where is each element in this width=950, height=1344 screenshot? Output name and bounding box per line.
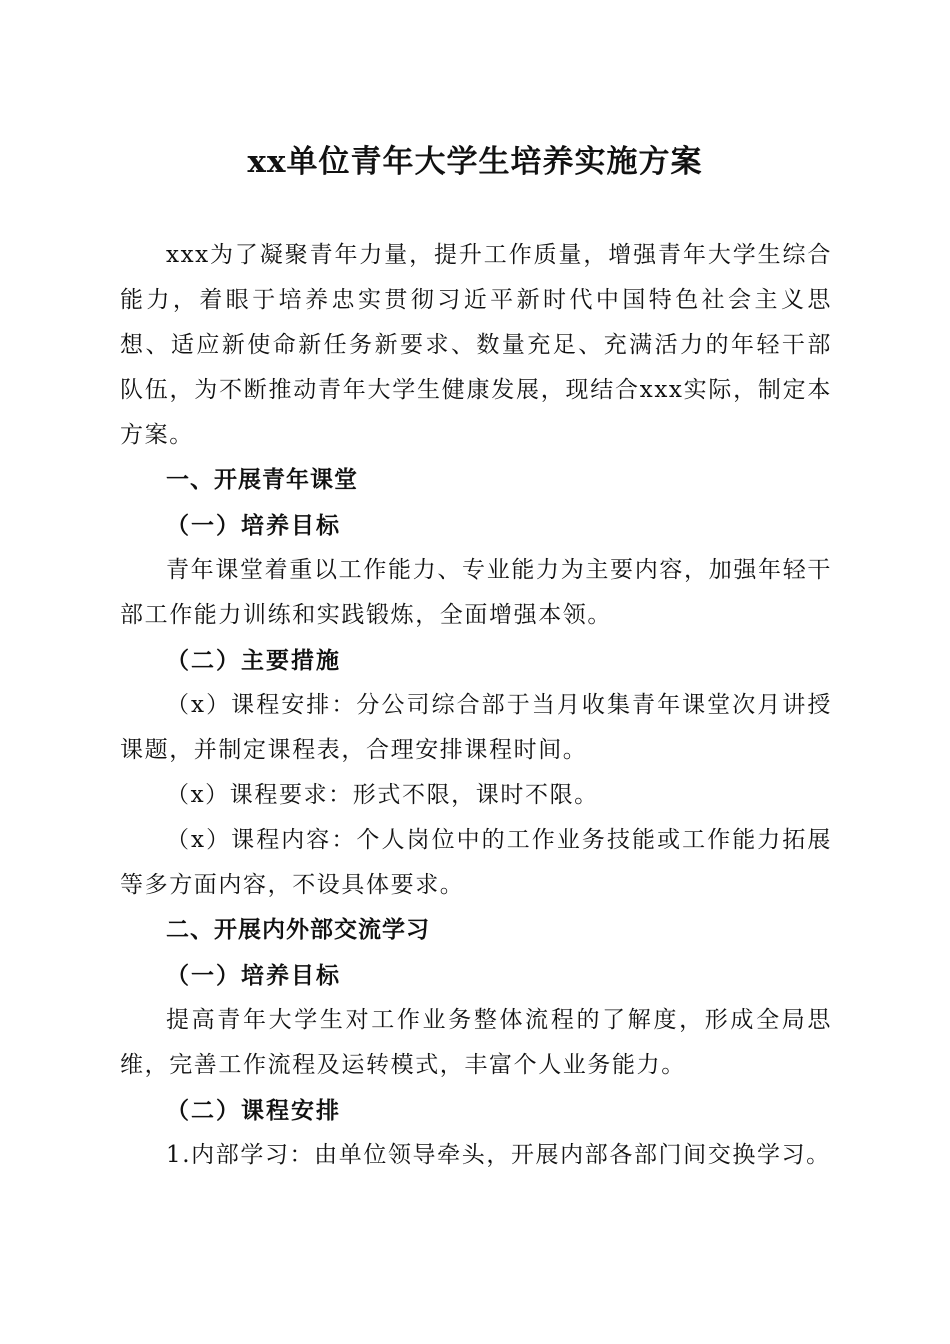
list-item: （x）课程要求：形式不限，课时不限。 xyxy=(166,782,599,808)
list-item: （x）课程安排：分公司综合部于当月收集青年课堂次月讲授课题，并制定课程表，合理安排课程时间。 xyxy=(120,692,832,763)
intro-paragraph: xxx为了凝聚青年力量，提升工作质量，增强青年大学生综合能力，着眼于培养忠实贯彻习近平新时代中国特色社会主义思想、适应新使命新任务新要求、数量充足、充满活力的年轻干部队伍，为不断推动青年大学生健康发展，现结合xxx实际，制定本方案。 xyxy=(120,242,832,448)
subsection-heading: （二）课程安排 xyxy=(166,1097,341,1124)
section-heading: 二、开展内外部交流学习 xyxy=(166,917,430,943)
list-item: （x）课程内容：个人岗位中的工作业务技能或工作能力拓展等多方面内容，不设具体要求。 xyxy=(120,827,832,898)
body-paragraph: 提高青年大学生对工作业务整体流程的了解度，形成全局思维，完善工作流程及运转模式，丰富个人业务能力。 xyxy=(120,1007,832,1078)
body-paragraph: 青年课堂着重以工作能力、专业能力为主要内容，加强年轻干部工作能力训练和实践锻炼，全面增强本领。 xyxy=(120,557,832,628)
subsection-heading: （一）培养目标 xyxy=(166,512,341,539)
document-body xyxy=(120,233,832,1178)
document-title: xx单位青年大学生培养实施方案 xyxy=(247,144,703,180)
list-item: 1.内部学习：由单位领导牵头，开展内部各部门间交换学习。 xyxy=(166,1142,831,1168)
section-heading: 一、开展青年课堂 xyxy=(166,467,358,493)
subsection-heading: （一）培养目标 xyxy=(166,962,341,989)
subsection-heading: （二）主要措施 xyxy=(166,647,341,674)
